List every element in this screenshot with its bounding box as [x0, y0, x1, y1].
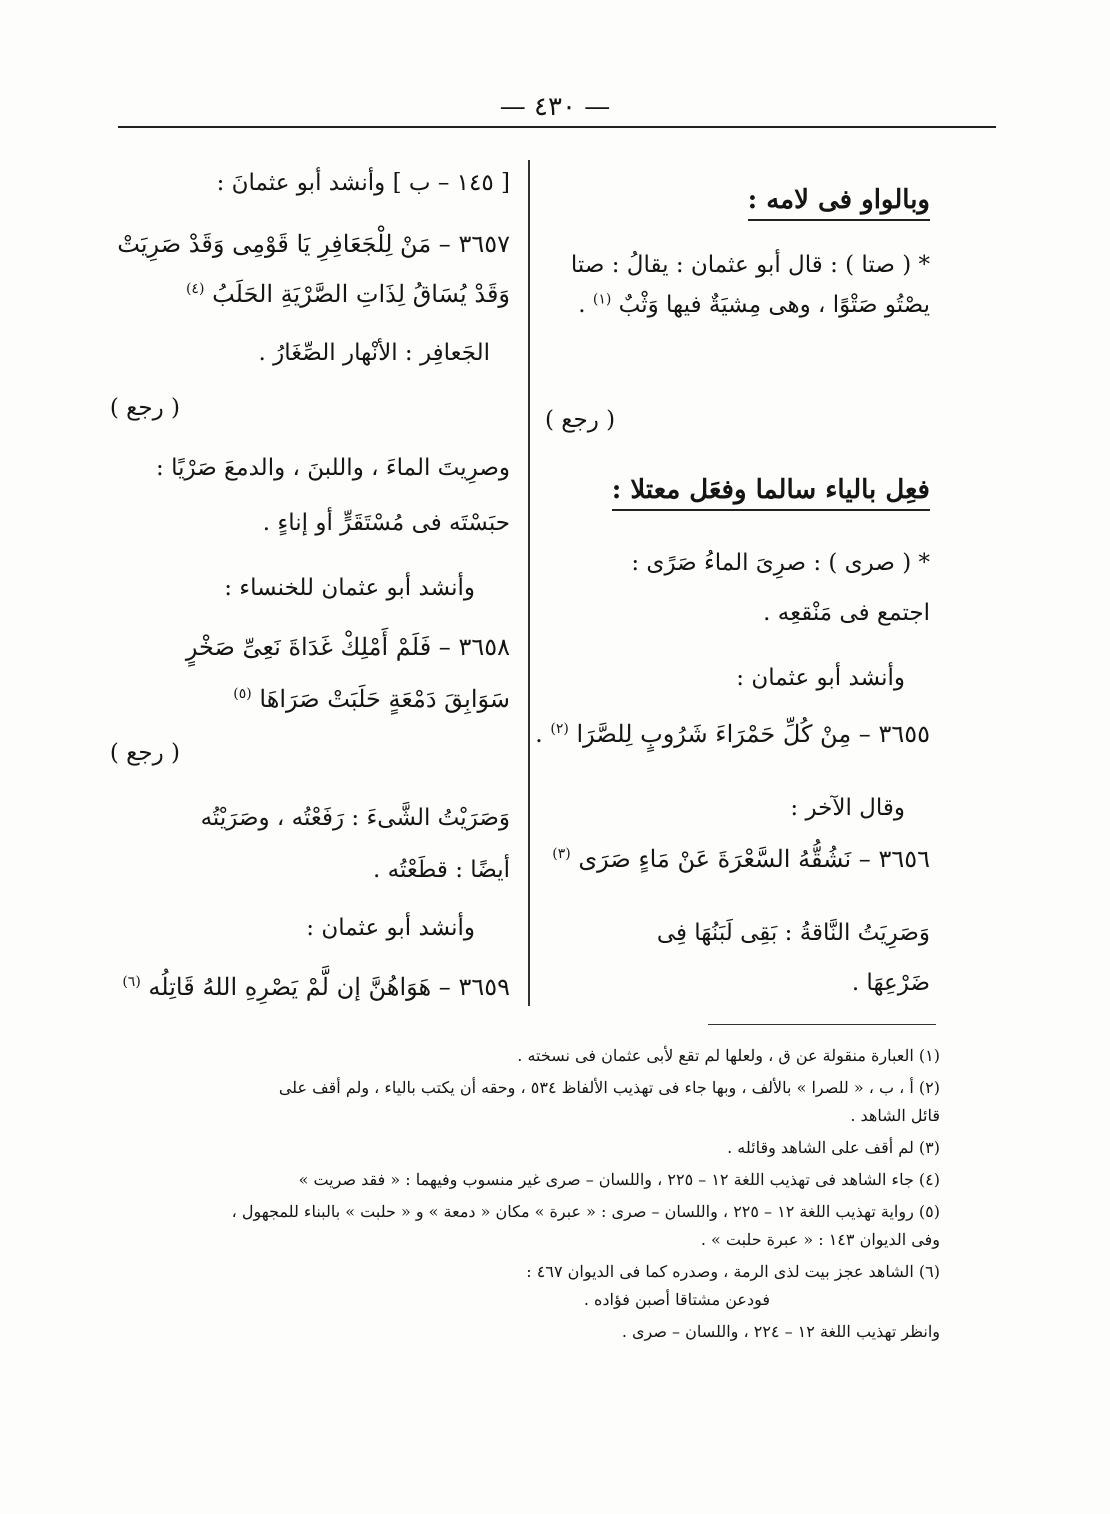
- footnote-ref: (٤): [185, 281, 205, 297]
- footnote-4: (٤) جاء الشاهد فى تهذيب اللغة ١٢ – ٢٢٥ ، واللسان – صرى غير منسوب وفيهما : « فقد صريت »: [298, 1170, 940, 1189]
- footnote-2: (٢) أ ، ب ، « للصرا » بالألف ، وبها جاء فى تهذيب الألفاظ ٥٣٤ ، وحقه أن يكتب بالياء ، ولم أقف على: [278, 1078, 940, 1097]
- verse-3657-line1: ٣٦٥٧ – مَنْ لِلْجَعَافِرِ يَا قَوْمِى وَقَدْ صَرِيَتْ: [117, 230, 510, 258]
- entry-sarayt-line1: وَصَرَيْتُ الشَّىءَ : رَفَعْتُه ، وصَرَيْتُه: [200, 805, 510, 831]
- entry-sara-line2: اجتمع فى مَنْقعِه .: [763, 600, 930, 626]
- entry-sarita-line1: وصرِيتَ الماءَ ، واللبنَ ، والدمعَ صَرْيًا :: [156, 455, 510, 481]
- footnote-ref: (١): [592, 291, 612, 308]
- gloss-jaafir: الجَعافِر : الأنْهار الصِّغَارُ .: [258, 340, 490, 366]
- footnote-rule: [708, 1024, 936, 1025]
- intro-khansa: وأنشد أبو عثمان للخنساء :: [224, 575, 475, 601]
- footnote-6-verse: فودعن مشتاقا أصبن فؤاده .: [583, 1290, 770, 1309]
- footnote-3: (٣) لم أقف على الشاهد وقائله .: [727, 1138, 940, 1157]
- column-divider: [528, 160, 530, 1006]
- intro-anshada: وأنشد أبو عثمان :: [736, 665, 905, 691]
- footnote-1: (١) العبارة منقولة عن ق ، ولعلها لم تقع لأبى عثمان فى نسخته .: [517, 1046, 940, 1065]
- entry-sarita-line2: حبَسْتَه فى مُسْتَقَرٍّ أو إناءٍ .: [262, 510, 510, 536]
- footnote-ref: (٥): [233, 686, 252, 702]
- verse-3658-line1: ٣٦٥٨ – فَلَمْ أَمْلِكْ غَدَاةَ نَعِىِّ صَخْرٍ: [185, 633, 510, 661]
- folio-marker: [ ١٤٥ – ب ] وأنشد أبو عثمانَ :: [216, 170, 510, 196]
- entry-sara-line1: * ( صرى ) : صرِىَ الماءُ صَرًى :: [631, 550, 930, 576]
- ref-rajaa: ( رجع ): [109, 740, 180, 766]
- footnote-5: (٥) رواية تهذيب اللغة ١٢ – ٢٢٥ ، واللسان – صرى : « عبرة » مكان « دمعة » و « حلبت » بالبناء للمجهول ،: [231, 1202, 940, 1221]
- ref-rajaa: ( رجع ): [545, 407, 616, 433]
- footnote-ref: (٦): [122, 974, 141, 990]
- ref-rajaa: ( رجع ): [109, 395, 180, 421]
- section-heading-fail: فعِل بالياء سالما وفعَل معتلا :: [545, 470, 930, 512]
- footnotes: [110, 1042, 940, 1350]
- header-rule: [118, 126, 996, 128]
- section-heading-waw: وبالواو فى لامه :: [545, 180, 930, 222]
- footnote-6: (٦) الشاهد عجز بيت لذى الرمة ، وصدره كما فى الديوان ٤٦٧ :: [526, 1262, 940, 1281]
- entry-sariyat-line2: ضَرْعِهَا .: [851, 970, 930, 996]
- footnote-2-cont: قائل الشاهد .: [850, 1106, 940, 1125]
- verse-3655: ٣٦٥٥ – مِنْ كُلِّ حَمْرَاءَ شَرُوبٍ لِلصَّرَا $^{(٢)}$ .: [535, 720, 930, 748]
- footnote-5-cont: وفى الديوان ١٤٣ : « عبرة حلبت » .: [700, 1230, 940, 1249]
- intro-qala: وقال الآخر :: [790, 795, 905, 821]
- verse-3657-line2: وَقَدْ يُسَاقُ لِذَاتِ الصَّرْيَةِ الحَلَبُ $^{(٤)}$: [185, 280, 510, 308]
- footnote-6-ref: وانظر تهذيب اللغة ١٢ – ٢٢٤ ، واللسان – صرى .: [621, 1322, 940, 1341]
- entry-sarayt-line2: أيضًا : قطَعْتُه .: [373, 857, 510, 883]
- verse-3658-line2: سَوَابِقَ دَمْعَةٍ حَلَبَتْ صَرَاهَا $^{(٥)}$: [233, 685, 510, 713]
- entry-sata: * ( صتا ) : قال أبو عثمان : يقالُ : صتا يصْتُو صَتْوًا ، وهى مِشيَةٌ فيها وَثْبٌ $^{(١)}$ .: [570, 252, 930, 319]
- page-number: — ٤٣٠ —: [499, 92, 611, 122]
- intro-anshada: وأنشد أبو عثمان :: [306, 915, 475, 941]
- verse-3656: ٣٦٥٦ – نَشُقُّهُ السَّعْرَةَ عَنْ مَاءٍ صَرَى $^{(٣)}$: [552, 845, 930, 873]
- verse-3659: ٣٦٥٩ – هَوَاهُنَّ إن لَّمْ يَصْرِهِ اللهُ قَاتِلُه $^{(٦)}$: [122, 973, 510, 1001]
- footnote-ref: (٣): [552, 846, 571, 862]
- footnote-ref: (٢): [550, 721, 569, 737]
- entry-sariyat-line1: وَصَرِيَتُ النَّاقةُ : بَقِى لَبَنُهَا فِى: [656, 920, 930, 946]
